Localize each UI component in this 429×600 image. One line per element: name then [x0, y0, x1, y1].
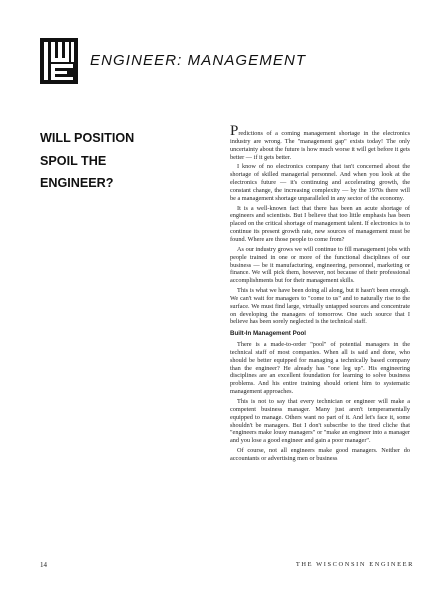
- article-paragraph: This is not to say that every technician or engineer will make a competent business manager. Many just aren't temperamentally equipped to manage. Others want no part of it. And let's face it, some shouldn't be managers. But I don't subscribe to the tired cliche that "engineers make lousy managers" or "make an engineer into a manager and you lose a good engineer and gain a poor manager".: [230, 398, 410, 445]
- article-paragraph: There is a made-to-order "pool" of potential managers in the technical staff of most companies. When all is said and done, who should be better equipped for managing a technically based company than the engineer? He already has "one leg up". His engineering disciplines are an excellent foundation for learning to solve business problems. And his entire training should orient him to systematic management approaches.: [230, 341, 410, 396]
- article-headline: [40, 127, 170, 195]
- headline-line-1: WILL POSITION: [40, 131, 135, 145]
- section-title: ENGINEER: MANAGEMENT: [90, 52, 307, 69]
- page-number: 14: [40, 561, 47, 569]
- article-paragraph: [230, 123, 410, 161]
- drop-cap: P: [230, 123, 239, 139]
- headline-line-2: SPOIL THE: [40, 153, 107, 168]
- article-paragraph: Of course, not all engineers make good managers. Neither do accountants or advertising men or business: [230, 447, 410, 462]
- headline-line-3: ENGINEER?: [40, 176, 114, 190]
- article-body: [230, 123, 410, 465]
- article-paragraph: As our industry grows we will continue to fill management jobs with people trained in one or more of the functional disciplines of our business — be it manufacturing, engineering, personnel, marketing or finance. We will pick them, however, not because of their professional accomplishments but for their management skills.: [230, 245, 410, 285]
- wisconsin-engineer-logo-icon: [40, 38, 78, 84]
- article-paragraph: It is a well-known fact that there has been an acute shortage of engineers and scientists. But I believe that too little emphasis has been placed on the critical shortage of management talent. If electronics is to continue its present growth rate, new sources of management must be found. Where are those people to come from?: [230, 204, 410, 243]
- publication-name: THE WISCONSIN ENGINEER: [295, 561, 414, 568]
- article-subheading: Built-In Management Pool: [230, 330, 306, 338]
- article-paragraph: This is what we have been doing all along, but it hasn't been enough. We can't wait for managers to "come to us" and to naturally rise to the surface. We must find large, virtually untapped sources and concentrate on developing the managers of tomorrow. One such source that I believe has been sorely neglected is the technical staff.: [230, 287, 410, 326]
- article-paragraph: I know of no electronics company that isn't concerned about the shortage of skilled managerial personnel. And when you look at the electronics future — it's continuing and accelerating growth, the constant change, the increasing complexity — by the 1970s there will be a management shortage unparalleled in any sector of the economy.: [230, 163, 410, 202]
- paragraph-text: redictions of a coming management shortage in the electronics industry are wrong. The "management gap" exists today! The only uncertainty about the future is how much worse it will get before it gets better — if it gets better.: [230, 130, 410, 161]
